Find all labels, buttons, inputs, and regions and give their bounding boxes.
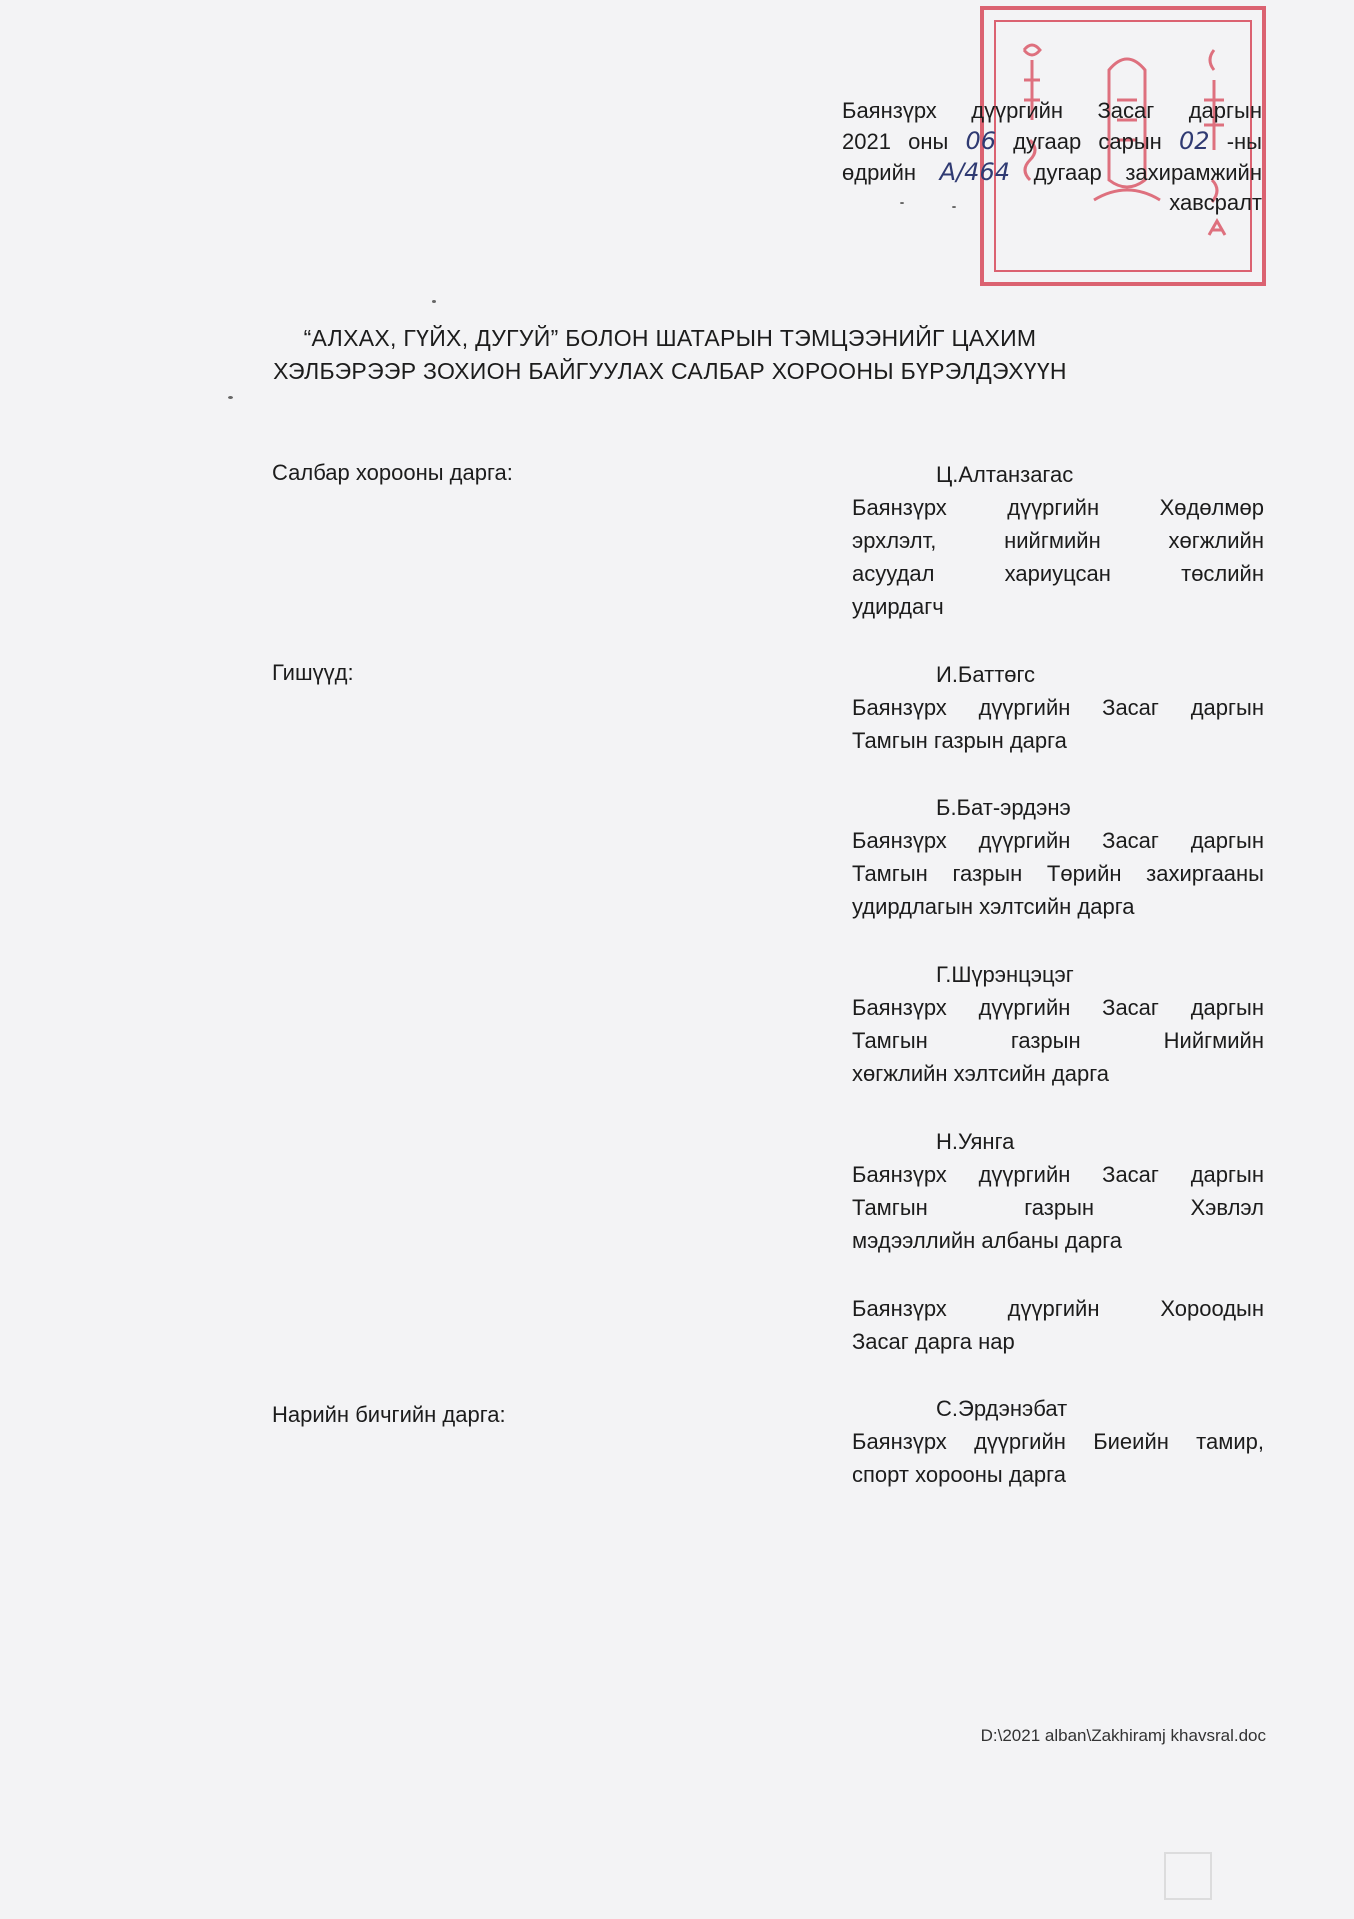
member-position: Баянзүрх дүүргийн Засаг даргын Тамгын газрын Төрийн захиргааны удирдлагын хэлтсийн дарга — [852, 828, 1264, 919]
member-block-secretary — [852, 1392, 1264, 1491]
appendix-line-3: өдрийн А/464 дугаар захирамжийн — [842, 158, 1262, 186]
appendix-line-2: 2021 оны 06 дугаар сарын 02 -ны — [842, 127, 1262, 155]
appendix-line-1: Баянзүрх дүүргийн Засаг даргын — [842, 98, 1262, 123]
member-block-3 — [852, 958, 1264, 1090]
role-members: Гишүүд: — [272, 660, 354, 685]
member-block-4 — [852, 1125, 1264, 1257]
member-name: С.Эрдэнэбат — [936, 1396, 1068, 1421]
appendix-reference — [842, 96, 1262, 218]
title-line-1: “АЛХАХ, ГҮЙХ, ДУГУЙ” БОЛОН ШАТАРЫН ТЭМЦЭЭНИЙГ ЦАХИМ — [303, 325, 1037, 351]
member-position: Баянзүрх дүүргийн Биеийн тамир, спорт хорооны дарга — [852, 1429, 1264, 1487]
handwritten-day: 02 — [1179, 127, 1210, 155]
member-position: Баянзүрх дүүргийн Хороодын Засаг дарга нар — [852, 1296, 1264, 1354]
handwritten-month: 06 — [965, 127, 996, 155]
document-title — [200, 322, 1140, 388]
handwritten-order-number: А/464 — [939, 158, 1010, 186]
member-block-chair — [852, 458, 1264, 623]
role-secretary: Нарийн бичгийн дарга: — [272, 1402, 506, 1427]
member-block-5 — [852, 1292, 1264, 1358]
member-name: И.Баттөгс — [936, 662, 1036, 687]
member-position: Баянзүрх дүүргийн Засаг даргын Тамгын газрын дарга — [852, 695, 1264, 753]
file-path-footer: D:\2021 alban\Zakhiramj khavsral.doc — [980, 1726, 1266, 1745]
member-name: Г.Шүрэнцэцэг — [936, 962, 1074, 987]
member-position: Баянзүрх дүүргийн Засаг даргын Тамгын газрын Хэвлэл мэдээллийн албаны дарга — [852, 1162, 1264, 1253]
member-name: Н.Уянга — [936, 1129, 1015, 1154]
member-block-2 — [852, 791, 1264, 923]
appendix-line-4: хавсралт — [1169, 190, 1262, 215]
member-name: Б.Бат-эрдэнэ — [936, 795, 1071, 820]
role-chairperson: Салбар хорооны дарга: — [272, 460, 513, 485]
member-block-1 — [852, 658, 1264, 757]
watermark-logo-icon — [1164, 1852, 1212, 1900]
title-line-2: ХЭЛБЭРЭЭР ЗОХИОН БАЙГУУЛАХ САЛБАР ХОРООНЫ БҮРЭЛДЭХҮҮН — [273, 358, 1067, 384]
watermark-logo — [1164, 1848, 1324, 1900]
member-name: Ц.Алтанзагас — [936, 462, 1074, 487]
member-position: Баянзүрх дүүргийн Хөдөлмөр эрхлэлт, нийгмийн хөгжлийн асуудал хариуцсан төслийн удирдагч — [852, 495, 1264, 619]
member-position: Баянзүрх дүүргийн Засаг даргын Тамгын газрын Нийгмийн хөгжлийн хэлтсийн дарга — [852, 995, 1264, 1086]
